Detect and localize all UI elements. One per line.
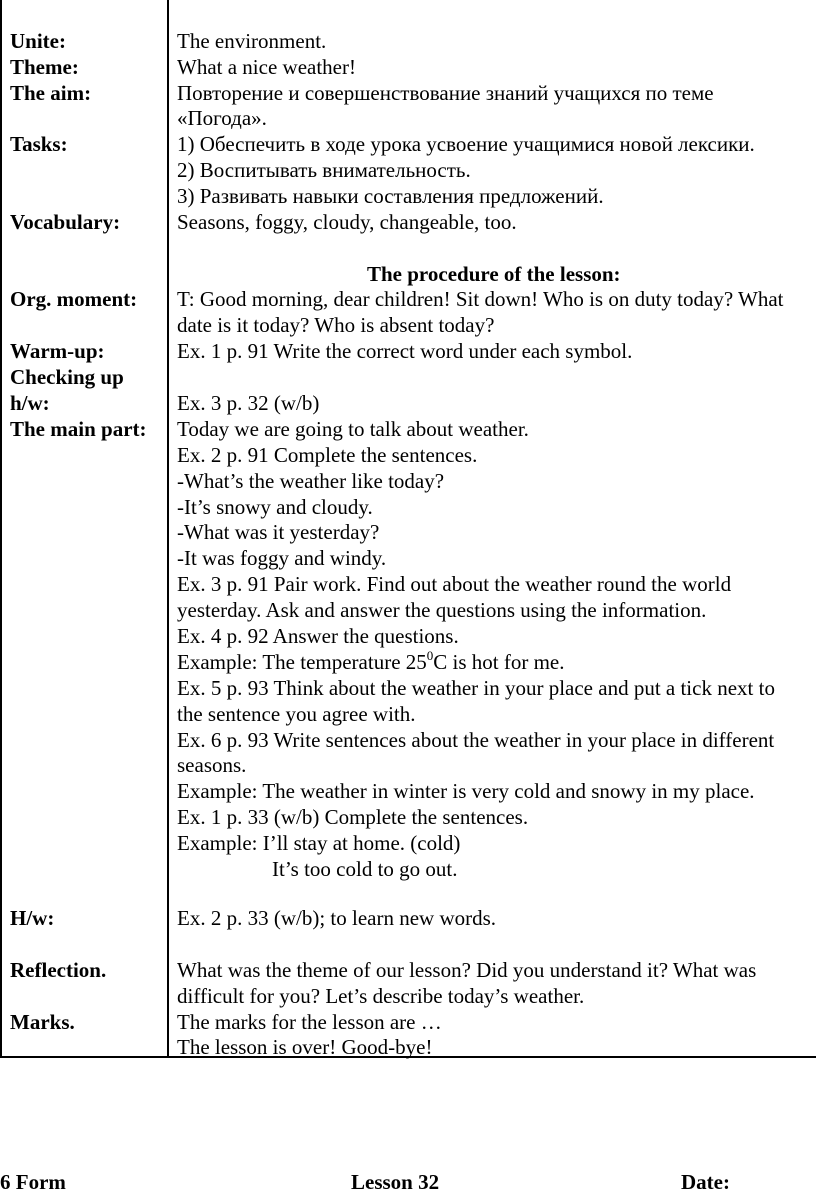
aim-line-2: «Погода». <box>177 106 267 130</box>
vocabulary-value: Seasons, foggy, cloudy, changeable, too. <box>177 210 517 234</box>
label-main-part: The main part: <box>10 417 147 441</box>
temperature-degree: 0 <box>426 648 434 663</box>
goodbye-line: The lesson is over! Good-bye! <box>177 1035 433 1059</box>
label-org-moment: Org. moment: <box>10 287 138 311</box>
main-line-15: Ex. 1 p. 33 (w/b) Complete the sentences. <box>177 805 529 829</box>
main-line-2: Ex. 2 p. 91 Complete the sentences. <box>177 443 478 467</box>
label-marks: Marks. <box>10 1010 75 1034</box>
theme-value: What a nice weather! <box>177 55 356 79</box>
footer-date: Date: <box>681 1170 730 1194</box>
main-line-4: -It’s snowy and cloudy. <box>177 495 373 519</box>
task-3: 3) Развивать навыки составления предложений. <box>177 184 604 208</box>
main-line-5: -What was it yesterday? <box>177 520 380 544</box>
main-line-13: seasons. <box>177 753 247 777</box>
label-hw: H/w: <box>10 906 55 930</box>
label-unite: Unite: <box>10 29 66 53</box>
reflection-line-1: What was the theme of our lesson? Did you understand it? What was <box>177 958 757 982</box>
label-checking-hw: h/w: <box>10 391 50 415</box>
main-line-1: Today we are going to talk about weather. <box>177 417 529 441</box>
temperature-suffix: C is hot for me. <box>433 650 565 674</box>
table-column-divider <box>167 0 169 1058</box>
main-line-9: Ex. 4 p. 92 Answer the questions. <box>177 624 459 648</box>
main-line-17: It’s too cold to go out. <box>272 857 458 881</box>
temperature-example <box>177 649 565 675</box>
label-theme: Theme: <box>10 55 79 79</box>
org-moment-line-1: T: Good morning, dear children! Sit down! Who is on duty today? What <box>177 287 784 311</box>
org-moment-line-2: date is it today? Who is absent today? <box>177 313 495 337</box>
main-line-10: Ex. 5 p. 93 Think about the weather in your place and put a tick next to <box>177 676 775 700</box>
main-line-3: -What’s the weather like today? <box>177 469 445 493</box>
task-1: 1) Обеспечить в ходе урока усвоение учащимися новой лексики. <box>177 132 755 156</box>
main-line-6: -It was foggy and windy. <box>177 546 387 570</box>
label-warmup: Warm-up: <box>10 339 105 363</box>
warmup-value: Ex. 1 p. 91 Write the correct word under each symbol. <box>177 339 633 363</box>
label-checking-up: Checking up <box>10 365 124 389</box>
label-vocabulary: Vocabulary: <box>10 210 121 234</box>
marks-value: The marks for the lesson are … <box>177 1010 442 1034</box>
main-line-12: Ex. 6 p. 93 Write sentences about the weather in your place in different <box>177 728 775 752</box>
unite-value: The environment. <box>177 29 327 53</box>
label-tasks: Tasks: <box>10 132 68 156</box>
checking-value: Ex. 3 p. 32 (w/b) <box>177 391 320 415</box>
task-2: 2) Воспитывать внимательность. <box>177 158 471 182</box>
procedure-heading: The procedure of the lesson: <box>367 262 621 286</box>
main-line-8: yesterday. Ask and answer the questions using the information. <box>177 598 707 622</box>
aim-line-1: Повторение и совершенствование знаний учащихся по теме <box>177 81 714 105</box>
main-line-7: Ex. 3 p. 91 Pair work. Find out about the weather round the world <box>177 572 732 596</box>
hw-value: Ex. 2 p. 33 (w/b); to learn new words. <box>177 906 497 930</box>
footer-lesson: Lesson 32 <box>351 1170 440 1194</box>
main-line-11: the sentence you agree with. <box>177 702 416 726</box>
main-line-16: Example: I’ll stay at home. (cold) <box>177 831 461 855</box>
footer-form: 6 Form <box>0 1170 66 1194</box>
temperature-prefix: Example: The temperature 25 <box>177 650 427 674</box>
reflection-line-2: difficult for you? Let’s describe today’s weather. <box>177 984 585 1008</box>
table-left-border <box>0 0 2 1058</box>
main-line-14: Example: The weather in winter is very cold and snowy in my place. <box>177 779 755 803</box>
label-reflection: Reflection. <box>10 958 107 982</box>
label-aim: The aim: <box>10 81 92 105</box>
